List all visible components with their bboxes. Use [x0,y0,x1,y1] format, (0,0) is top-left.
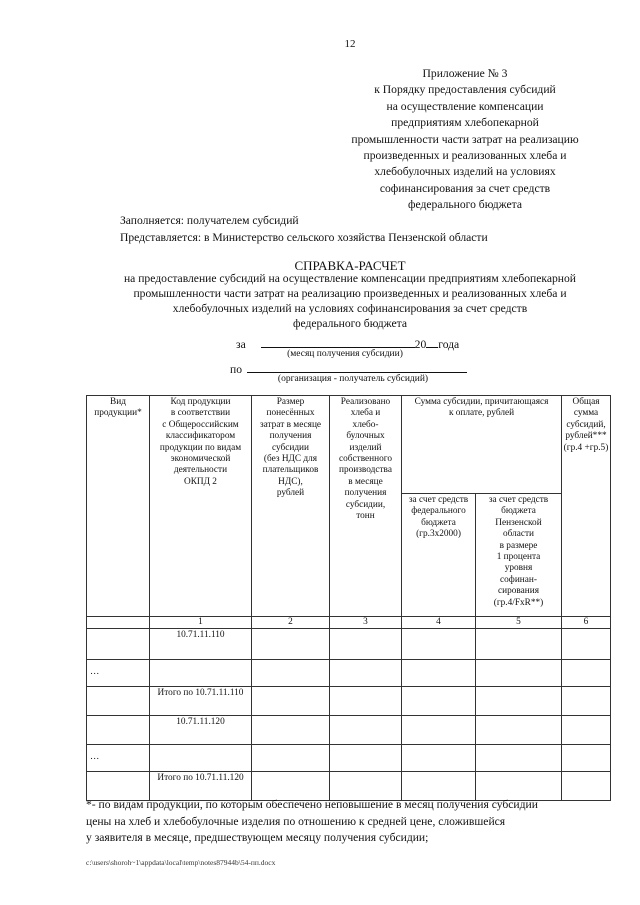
table-cell[interactable] [330,629,402,660]
header-line: Размер [276,397,305,407]
header-line: 1 процента [496,552,541,563]
table-row [87,745,611,772]
footnote-line: *- по видам продукции, по которым обеспечено неповышение в месяц получения субсидии [86,798,538,811]
table-cell[interactable] [562,660,611,687]
appendix-line: промышленности части затрат на реализацию [351,132,579,146]
header-line: софинан- [500,574,537,585]
table-cell[interactable] [476,629,562,660]
column-number [87,617,150,629]
header-subsidy-sum [402,396,562,494]
organization-line[interactable] [247,360,467,373]
table-cell[interactable]: Итого по 10.71.11.120 [150,772,252,801]
header-line: субсидий, [566,419,606,430]
header-line: понесённых [266,408,315,419]
table-cell[interactable] [402,629,476,660]
filled-by-text: Заполняется: получателем субсидий [120,214,299,227]
organization-prefix: по [230,363,243,376]
period-year: 20 [414,338,427,351]
header-line: с Общероссийским [162,419,239,430]
appendix-line: произведенных и реализованных хлеба и [363,149,567,163]
period-year-line[interactable] [426,335,438,348]
table-cell[interactable] [402,716,476,745]
appendix-line: на осуществление компенсации [386,99,544,113]
column-number: 5 [476,617,562,629]
header-line: продукции по видам [159,442,242,453]
header-line: (без НДС для [263,454,318,465]
table-cell[interactable] [252,745,330,772]
header-line: за счет средств [488,495,549,505]
header-line: рублей*** [565,431,607,442]
table-cell[interactable] [87,629,150,660]
appendix-line: предприятиям хлебопекарной [391,116,539,130]
calculation-table [86,395,611,801]
table-cell[interactable] [402,687,476,716]
header-line: тонн [356,511,375,522]
footnote-line: у заявителя в месяце, предшествующем месяцу получения субсидии; [86,831,429,844]
table-cell[interactable] [252,687,330,716]
table-cell[interactable] [150,745,252,772]
table-cell[interactable] [87,716,150,745]
table-row [87,660,611,687]
column-number: 4 [402,617,476,629]
header-line: сумма [573,408,599,419]
page-number: 12 [344,38,356,50]
table-row [87,629,611,660]
table-cell[interactable] [330,745,402,772]
header-line: плательщиков [262,465,319,476]
header-line: Сумма субсидии, причитающаяся [414,397,549,407]
table-cell[interactable]: … [87,745,150,772]
submitted-to-text: Представляется: в Министерство сельского хозяйства Пензенской области [120,231,488,244]
header-line: бюджета [421,517,456,528]
appendix-line: к Порядку предоставления субсидий [374,83,556,97]
header-line: ОКПД 2 [184,476,217,487]
header-line: в размере [499,540,538,551]
header-line: (гр.4 +гр.5) [563,442,609,453]
header-line: Вид [110,397,126,407]
subtitle-line: хлебобулочных изделий на условиях софинансирования за счет средств [172,302,528,315]
table-cell[interactable] [476,687,562,716]
header-line: классификатором [165,431,236,442]
column-number: 3 [330,617,402,629]
document-subtitle [80,271,620,331]
table-row [87,687,611,716]
table-cell[interactable] [402,660,476,687]
table-cell[interactable] [476,745,562,772]
subtitle-line: на предоставление субсидий на осуществление компенсации предприятиям хлебопекарной [123,272,577,285]
header-line: получения [269,431,312,442]
header-line: сирования [497,586,540,597]
table-body [87,617,611,801]
header-line: деятельности [173,465,228,476]
header-line: Пензенской [495,517,542,528]
document-title: СПРАВКА-РАСЧЕТ [294,258,406,273]
table-cell[interactable] [562,629,611,660]
header-line: субсидии [271,442,310,453]
file-path: c:\users\shoroh~1\appdata\local\temp\notes87944b\54-пп.docx [86,858,276,867]
header-line: в соответствии [170,408,231,419]
header-line: НДС), [278,476,303,487]
period-hint: (месяц получения субсидии) [287,349,403,359]
organization-hint: (организация - получатель субсидий) [277,374,429,384]
table-cell[interactable]: 10.71.11.110 [150,629,252,660]
header-line: изделий [349,442,382,453]
header-line: хлебо- [352,419,379,430]
fill-instructions [120,212,488,246]
header-product-code [150,396,252,617]
table-cell[interactable] [562,687,611,716]
header-sold-tons [330,396,402,617]
header-line: Общая [572,397,600,407]
table-cell[interactable] [476,660,562,687]
appendix-line: Приложение № 3 [422,67,508,80]
header-line: собственного [339,454,392,465]
table-row [87,716,611,745]
period-prefix: за [236,338,246,351]
appendix-line: хлебобулочных изделий на условиях [374,165,556,179]
header-product-type [87,396,150,617]
header-line: к оплате, рублей [448,408,515,419]
table-cell[interactable] [330,660,402,687]
footnote-line: цены на хлеб и хлебобулочные изделия по отношению к средней цене, сложившейся [86,814,506,828]
table-cell[interactable] [562,716,611,745]
header-regional-budget [476,494,562,617]
header-line: (гр.3х2000) [416,529,461,540]
table-cell[interactable] [330,687,402,716]
header-line: уровня [504,563,533,574]
table-cell[interactable]: … [87,660,150,687]
column-number: 2 [252,617,330,629]
header-line: области [502,529,535,540]
header-line: продукции* [94,408,142,419]
table-cell[interactable]: 10.71.11.120 [150,716,252,745]
table-cell[interactable] [476,716,562,745]
column-number: 6 [562,617,611,629]
header-line: булочных [346,431,385,442]
column-number: 1 [150,617,252,629]
header-line: Реализовано [340,397,391,407]
header-total-subsidy [562,396,611,617]
table-cell[interactable] [562,745,611,772]
table-cell[interactable] [252,716,330,745]
appendix-header [330,66,600,214]
header-line: производства [339,465,392,476]
table-cell[interactable] [402,745,476,772]
header-line: экономической [170,454,231,465]
header-line: федерального [411,506,466,517]
header-line: бюджета [501,506,536,517]
header-line: (гр.4/FхR**) [493,597,544,608]
period-month-line[interactable] [261,335,415,348]
table-cell[interactable] [87,687,150,716]
appendix-line: федерального бюджета [407,198,523,212]
header-line: Код продукции [170,397,231,407]
header-line: рублей [276,488,305,499]
header-line: получения [344,488,387,499]
table-cell[interactable] [330,716,402,745]
column-number-row [87,617,611,629]
table-cell[interactable] [150,660,252,687]
header-line: в месяце [348,476,383,487]
header-line: субсидии, [345,499,386,510]
subtitle-line: промышленности части затрат на реализацию произведенных и реализованных хлеба и [133,287,567,300]
footnote [86,797,610,847]
header-line: за счет средств [408,495,469,505]
header-line: затрат в месяце [259,419,322,430]
table-cell[interactable]: Итого по 10.71.11.110 [150,687,252,716]
header-federal-budget [402,494,476,617]
header-line: хлеба и [350,408,381,419]
period-suffix: года [438,338,460,351]
appendix-line: софинансирования за счет средств [379,181,551,195]
table-cell[interactable] [252,660,330,687]
table-cell[interactable] [252,629,330,660]
header-costs [252,396,330,617]
subtitle-line: федерального бюджета [292,317,408,330]
